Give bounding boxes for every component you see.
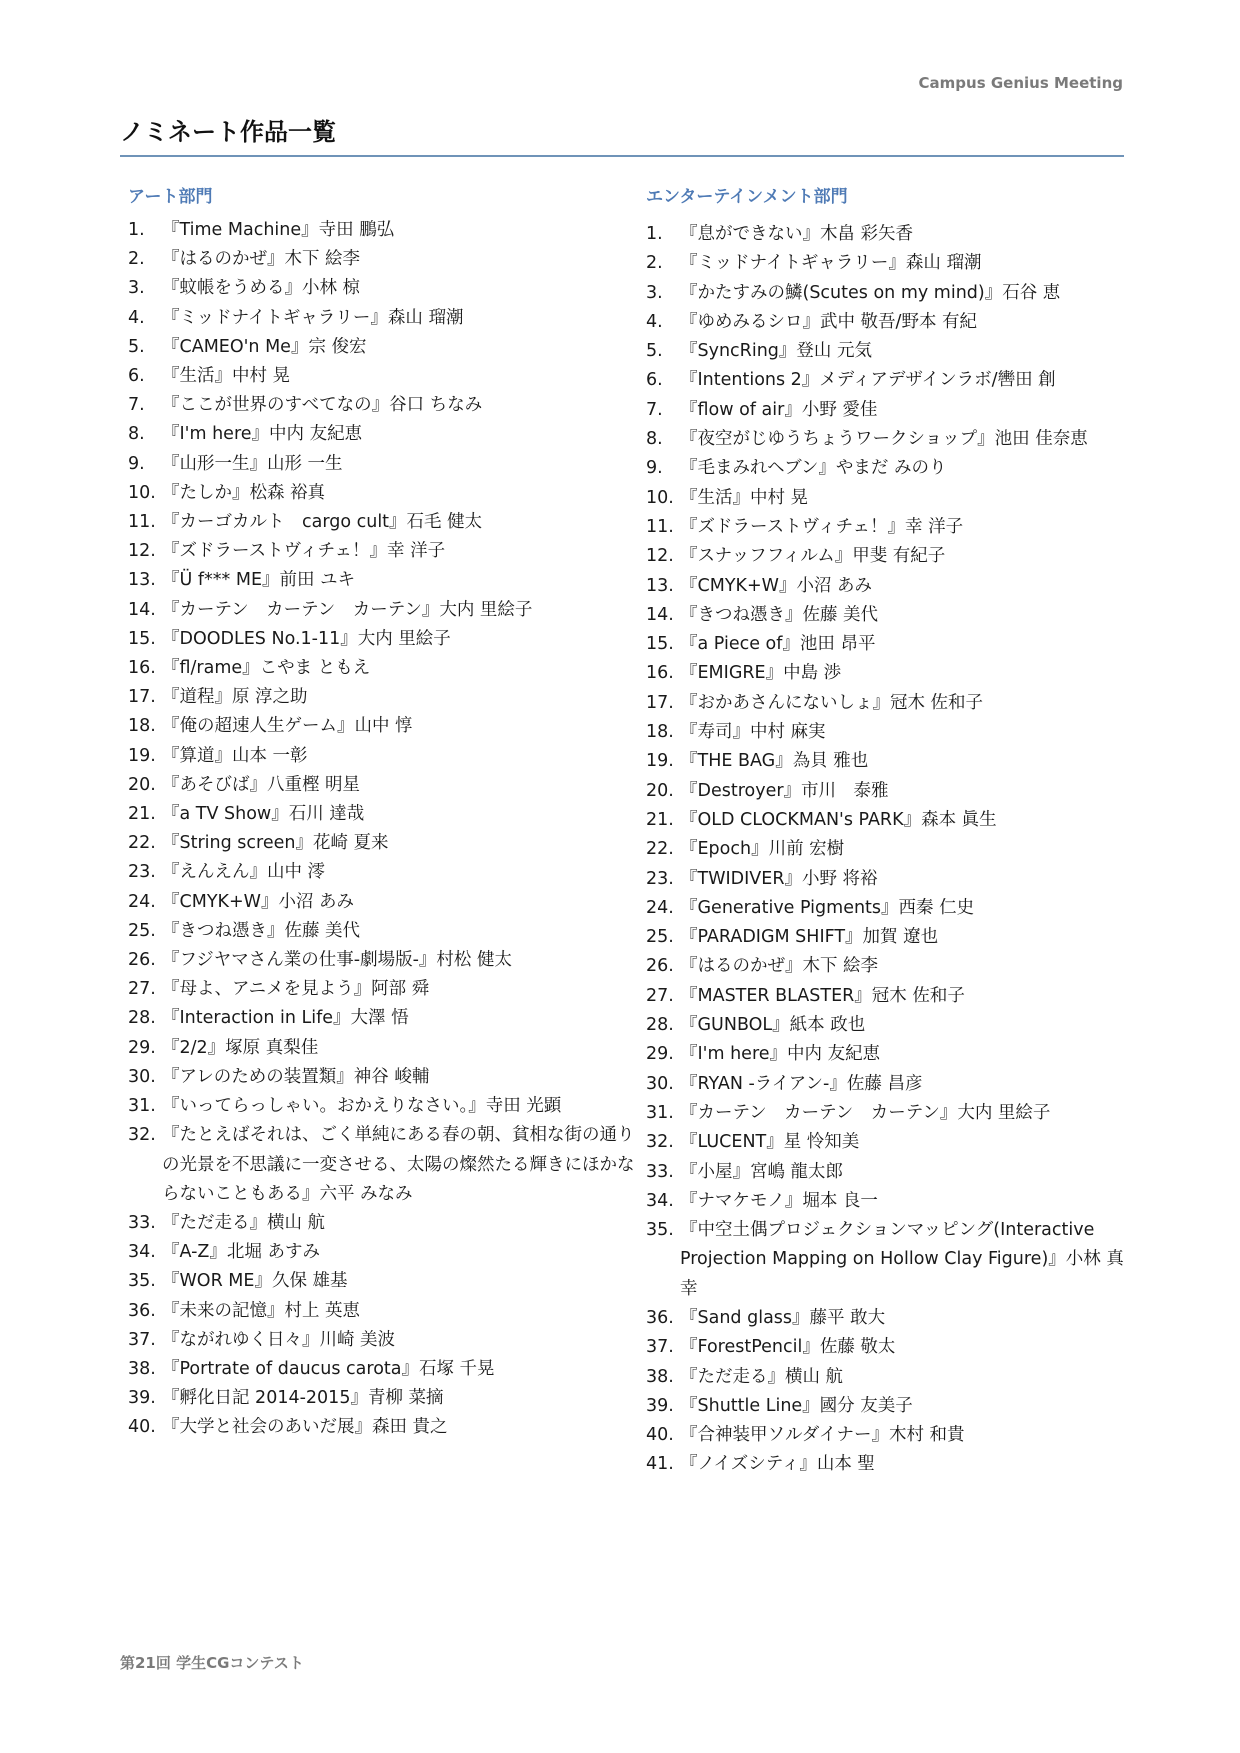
list-item [646,777,1136,806]
art-section-heading: アート部門 [128,187,213,207]
list-item [128,742,638,771]
item-title: 『Shuttle Line』國分 友美子 [680,1395,913,1416]
item-number: 36. [128,1300,156,1321]
item-title: 『ここが世界のすべてなの』谷口 ちなみ [162,395,483,416]
list-item [646,1040,1136,1069]
item-number: 6. [128,366,145,387]
list-item [128,1355,638,1384]
item-title: 『CMYK+W』小沼 あみ [162,891,355,912]
item-title: 『道程』原 淳之助 [162,687,308,708]
item-title: 『生活』中村 晃 [162,366,291,387]
list-item [646,1099,1136,1128]
item-number: 1. [646,224,663,244]
item-title: 『たしか』松森 裕真 [162,482,326,503]
item-number: 12. [646,546,674,567]
list-item [646,249,1136,278]
list-item [646,337,1136,366]
item-title: 『ズドラーストヴィチェ！』幸 洋子 [162,541,446,562]
item-number: 9. [128,453,145,474]
item-title: 『ズドラーストヴィチェ！』幸 洋子 [680,516,964,537]
list-item [646,513,1136,542]
item-title: 『カーゴカルト cargo cult』石毛 健太 [162,512,483,533]
list-item [128,537,638,566]
list-item [646,1421,1136,1450]
item-title: 『算道』山本 一彰 [162,745,308,766]
item-title: 『ただ走る』横山 航 [162,1212,326,1233]
item-number: 22. [646,839,674,860]
item-number: 8. [646,429,663,450]
list-item [646,1070,1136,1099]
item-number: 21. [646,809,674,830]
item-title: 『カーテン カーテン カーテン』大内 里絵子 [162,599,533,620]
footer-contest-name: 第21回 学生CGコンテスト [120,1654,304,1672]
item-title: 『Portrate of daucus carota』石塚 千晃 [162,1358,495,1379]
item-title: 『CAMEO'n Me』宗 俊宏 [162,336,367,357]
item-number: 27. [646,985,674,1006]
item-title: 『夜空がじゆうちょうワークショップ』池田 佳奈恵 [680,429,1088,450]
list-item [128,1267,638,1296]
item-title: 『孵化日記 2014-2015』青柳 菜摘 [162,1388,444,1409]
list-item [128,625,638,654]
list-item [128,1034,638,1063]
list-item [128,800,638,829]
item-number: 28. [646,1015,674,1036]
item-number: 3. [128,278,145,299]
item-number: 8. [128,424,145,445]
item-number: 19. [128,745,156,766]
item-title: 『かたすみの鱗(Scutes on my mind)』石谷 恵 [680,282,1061,303]
item-number: 13. [646,575,674,596]
list-item [128,1413,638,1442]
item-number: 35. [128,1271,156,1292]
list-item [128,1063,638,1092]
item-title: 『たとえばそれは、ごく単純にある春の朝、貧相な街の通りの光景を不思議に一変させる、太陽の燦然たる輝きにほかならないこともある』六平 みなみ [162,1125,635,1204]
list-item [646,1128,1136,1157]
item-title: 『A-Z』北堀 あすみ [162,1242,320,1263]
list-item [646,630,1136,659]
art-nominee-list [128,216,638,1443]
list-item [646,366,1136,395]
list-item [646,982,1136,1011]
item-number: 19. [646,751,674,772]
item-title: 『小屋』宮嶋 龍太郎 [680,1161,844,1182]
list-item [128,712,638,741]
item-number: 4. [646,311,663,332]
item-title: 『ノイズシティ』山本 聖 [680,1454,875,1475]
item-title: 『いってらっしゃい。おかえりなさい。』寺田 光顕 [162,1096,562,1117]
item-title: 『合神装甲ソルダイナー』木村 和貴 [680,1425,965,1446]
item-title: 『きつね憑き』佐藤 美代 [680,604,879,625]
item-number: 2. [646,253,663,274]
item-title: 『Intentions 2』メディアデザインラボ/轡田 創 [680,370,1056,391]
list-item [646,747,1136,776]
item-title: 『fl/rame』こやま ともえ [162,658,371,679]
item-title: 『THE BAG』為貝 雅也 [680,751,869,772]
item-title: 『きつね憑き』佐藤 美代 [162,920,361,941]
item-number: 2. [128,249,145,270]
list-item [646,718,1136,747]
list-item [128,683,638,712]
list-item [646,835,1136,864]
item-title: 『DOODLES No.1-11』大内 里絵子 [162,628,451,649]
item-number: 17. [646,692,674,713]
list-item [128,888,638,917]
item-number: 11. [646,516,674,537]
item-number: 29. [128,1037,156,1058]
list-item [128,450,638,479]
item-number: 41. [646,1454,674,1475]
list-item [646,454,1136,483]
item-title: 『OLD CLOCKMAN's PARK』森本 眞生 [680,809,997,830]
list-item [646,659,1136,688]
item-number: 26. [646,956,674,977]
list-item [646,865,1136,894]
item-number: 3. [646,282,663,303]
item-title: 『はるのかぜ』木下 絵李 [680,956,879,977]
entertainment-section-heading: エンターテインメント部門 [646,187,848,207]
list-item [646,1187,1136,1216]
item-number: 31. [128,1096,156,1117]
item-number: 15. [646,634,674,655]
entertainment-section [646,184,1136,1480]
item-title: 『スナッフフィルム』甲斐 有紀子 [680,546,946,567]
list-item [646,1363,1136,1392]
item-title: 『アレのための装置類』神谷 峻輔 [162,1066,430,1087]
list-item [128,1121,638,1209]
list-item [646,425,1136,454]
item-title: 『Time Machine』寺田 鵬弘 [162,220,395,240]
item-number: 34. [646,1190,674,1211]
item-title: 『WOR ME』久保 雄基 [162,1271,348,1292]
item-number: 23. [646,868,674,889]
item-number: 25. [128,920,156,941]
list-item [646,220,1136,249]
item-number: 18. [128,716,156,737]
item-number: 1. [128,220,145,240]
item-title: 『a TV Show』石川 達哉 [162,804,365,825]
item-title: 『RYAN -ライアン-』佐藤 昌彦 [680,1073,923,1094]
list-item [646,396,1136,425]
item-number: 16. [646,663,674,684]
list-item [128,1238,638,1267]
item-title: 『大学と社会のあいだ展』森田 貴之 [162,1417,448,1438]
item-number: 17. [128,687,156,708]
list-item [128,654,638,683]
list-item [646,601,1136,630]
list-item [646,308,1136,337]
item-title: 『CMYK+W』小沼 あみ [680,575,873,596]
list-item [646,1450,1136,1479]
list-item [128,333,638,362]
list-item [646,542,1136,571]
list-item [646,689,1136,718]
item-title: 『GUNBOL』紙本 政也 [680,1015,866,1036]
item-title: 『I'm here』中内 友紀恵 [680,1044,881,1065]
item-title: 『Sand glass』藤平 敢大 [680,1307,886,1328]
item-number: 31. [646,1102,674,1123]
item-number: 28. [128,1008,156,1029]
list-item [646,1158,1136,1187]
list-item [128,304,638,333]
list-item [128,216,638,245]
entertainment-nominee-list [646,220,1136,1480]
item-title: 『あそびば』八重樫 明星 [162,774,361,795]
header-brand: Campus Genius Meeting [918,74,1123,92]
item-number: 20. [128,774,156,795]
list-item [128,1004,638,1033]
list-item [128,1326,638,1355]
item-title: 『えんえん』山中 澪 [162,862,326,883]
item-title: 『ミッドナイトギャラリー』森山 瑠潮 [162,307,464,328]
item-title: 『ながれゆく日々』川崎 美波 [162,1329,396,1350]
item-number: 40. [128,1417,156,1438]
item-number: 15. [128,628,156,649]
item-number: 37. [646,1337,674,1358]
list-item [128,391,638,420]
list-item [646,952,1136,981]
item-number: 5. [646,341,663,362]
item-title: 『ForestPencil』佐藤 敬太 [680,1337,896,1358]
item-number: 6. [646,370,663,391]
item-title: 『蚊帳をうめる』小林 椋 [162,278,361,299]
item-number: 37. [128,1329,156,1350]
item-number: 7. [128,395,145,416]
item-title: 『はるのかぜ』木下 絵李 [162,249,361,270]
list-item [646,1011,1136,1040]
item-title: 『2/2』塚原 真梨佳 [162,1037,319,1058]
item-title: 『中空土偶プロジェクションマッピング(Interactive Projection Mapping on Hollow Clay Figure)』小林 真幸 [680,1220,1124,1299]
item-number: 9. [646,458,663,479]
item-number: 32. [646,1132,674,1153]
item-number: 16. [128,658,156,679]
item-number: 35. [646,1220,674,1241]
item-number: 18. [646,722,674,743]
list-item [646,572,1136,601]
item-number: 5. [128,336,145,357]
item-number: 21. [128,804,156,825]
item-title: 『SyncRing』登山 元気 [680,341,872,362]
item-title: 『毛まみれヘブン』やまだ みのり [680,458,947,479]
item-number: 10. [646,487,674,508]
item-number: 14. [128,599,156,620]
item-number: 12. [128,541,156,562]
item-title: 『息ができない』木畠 彩矢香 [680,224,914,244]
item-number: 27. [128,979,156,1000]
list-item [128,479,638,508]
item-title: 『寿司』中村 麻実 [680,722,826,743]
item-number: 23. [128,862,156,883]
list-item [128,1209,638,1238]
item-number: 39. [646,1395,674,1416]
list-item [646,279,1136,308]
list-item [646,1216,1136,1304]
item-number: 33. [128,1212,156,1233]
item-title: 『Interaction in Life』大澤 悟 [162,1008,409,1029]
list-item [128,596,638,625]
item-title: 『I'm here』中内 友紀恵 [162,424,363,445]
item-number: 20. [646,780,674,801]
item-number: 4. [128,307,145,328]
item-title: 『Generative Pigments』西秦 仁史 [680,897,975,918]
item-title: 『ナマケモノ』堀本 良一 [680,1190,878,1211]
item-number: 24. [128,891,156,912]
item-number: 38. [646,1366,674,1387]
list-item [128,917,638,946]
item-title: 『山形一生』山形 一生 [162,453,343,474]
item-title: 『Epoch』川前 宏樹 [680,839,845,860]
list-item [646,923,1136,952]
item-number: 32. [128,1125,156,1146]
item-title: 『flow of air』小野 愛佳 [680,399,878,420]
item-number: 36. [646,1307,674,1328]
item-number: 29. [646,1044,674,1065]
item-title: 『LUCENT』星 怜知美 [680,1132,860,1153]
item-title: 『Ü f*** ME』前田 ユキ [162,570,356,591]
item-number: 25. [646,927,674,948]
title-divider [120,155,1124,157]
item-title: 『生活』中村 晃 [680,487,809,508]
item-title: 『母よ、アニメを見よう』阿部 舜 [162,979,430,1000]
item-number: 30. [646,1073,674,1094]
item-number: 7. [646,399,663,420]
list-item [128,1384,638,1413]
item-title: 『TWIDIVER』小野 将裕 [680,868,878,889]
list-item [128,975,638,1004]
item-number: 34. [128,1242,156,1263]
list-item [128,274,638,303]
list-item [128,420,638,449]
item-number: 24. [646,897,674,918]
list-item [128,245,638,274]
item-title: 『ただ走る』横山 航 [680,1366,844,1387]
list-item [646,1304,1136,1333]
list-item [128,1092,638,1121]
item-title: 『ミッドナイトギャラリー』森山 瑠潮 [680,253,982,274]
item-title: 『カーテン カーテン カーテン』大内 里絵子 [680,1102,1051,1123]
list-item [128,508,638,537]
item-number: 26. [128,950,156,971]
item-title: 『a Piece of』池田 昂平 [680,634,876,655]
item-number: 30. [128,1066,156,1087]
item-number: 40. [646,1425,674,1446]
list-item [646,1333,1136,1362]
item-title: 『EMIGRE』中島 渉 [680,663,842,684]
list-item [646,806,1136,835]
item-number: 33. [646,1161,674,1182]
art-section [128,184,638,1443]
item-title: 『String screen』花崎 夏来 [162,833,389,854]
item-title: 『俺の超速人生ゲーム』山中 惇 [162,716,413,737]
list-item [128,946,638,975]
list-item [646,484,1136,513]
item-number: 13. [128,570,156,591]
item-title: 『おかあさんにないしょ』冠木 佐和子 [680,692,984,713]
item-number: 22. [128,833,156,854]
item-title: 『PARADIGM SHIFT』加賀 遼也 [680,927,939,948]
item-number: 10. [128,482,156,503]
item-title: 『Destroyer』市川 泰雅 [680,780,889,801]
list-item [646,1392,1136,1421]
list-item [128,858,638,887]
page-title: ノミネート作品一覧 [120,118,336,146]
item-number: 14. [646,604,674,625]
item-number: 38. [128,1358,156,1379]
item-number: 39. [128,1388,156,1409]
list-item [128,771,638,800]
list-item [128,829,638,858]
item-title: 『未来の記憶』村上 英恵 [162,1300,361,1321]
item-title: 『ゆめみるシロ』武中 敬吾/野本 有紀 [680,311,978,332]
list-item [128,362,638,391]
item-number: 11. [128,512,156,533]
list-item [128,566,638,595]
list-item [646,894,1136,923]
item-title: 『MASTER BLASTER』冠木 佐和子 [680,985,965,1006]
list-item [128,1297,638,1326]
item-title: 『フジヤマさん業の仕事-劇場版-』村松 健太 [162,950,512,971]
